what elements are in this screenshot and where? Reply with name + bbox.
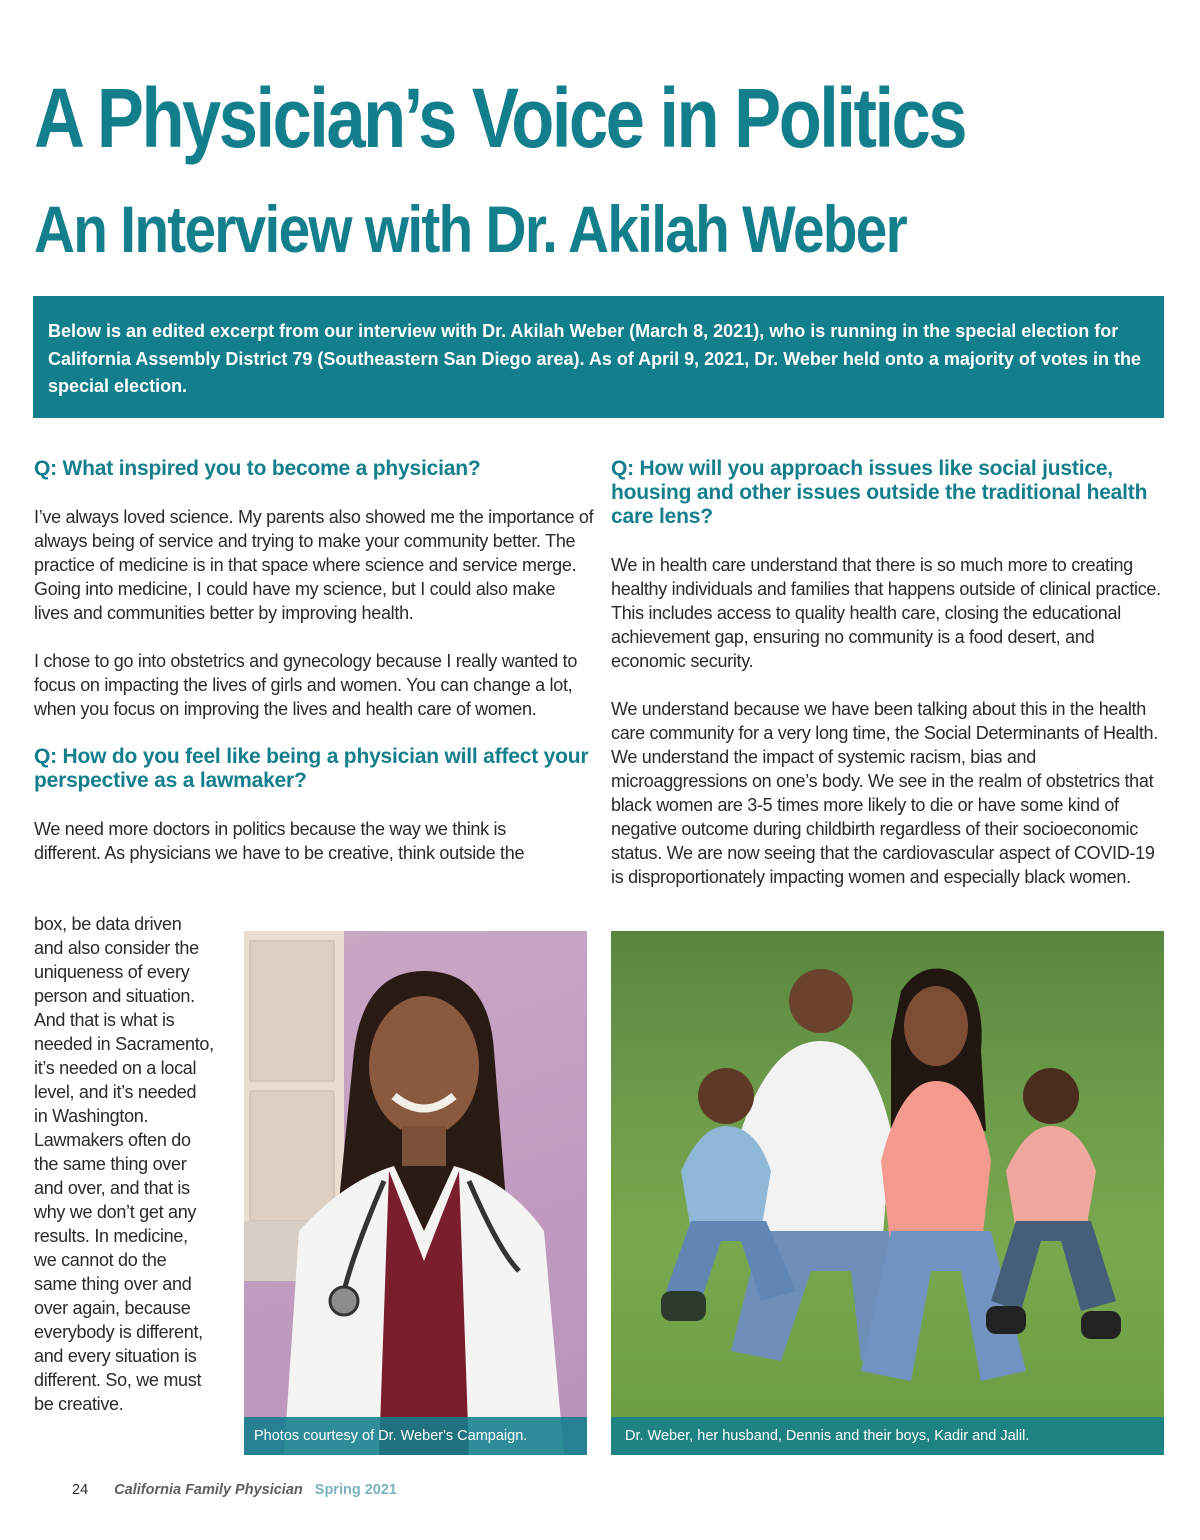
family-illustration — [611, 931, 1164, 1455]
article-subtitle: An Interview with Dr. Akilah Weber — [34, 192, 906, 266]
publication-name: California Family Physician — [114, 1482, 303, 1498]
text-line: and over, and that is — [34, 1178, 190, 1198]
text-line: we cannot do the — [34, 1250, 167, 1270]
text-line: needed in Sacramento, — [34, 1034, 214, 1054]
answer-1-paragraph-1: I’ve always loved science. My parents also showed me the importance of always being of service and trying to make your community better. The practice of medicine is in that space where science and service merge. Going into medicine, I could have my science, but I could also make lives and communities better by improving health. — [34, 507, 594, 623]
answer-1-paragraph-2: I chose to go into obstetrics and gynecology because I really wanted to focus on impacting the lives of girls and women. You can change a lot, when you focus on improving the lives and health care of women. — [34, 651, 578, 719]
answer-3-paragraph-1: We in health care understand that there is so much more to creating healthy individuals and families that happens outside of clinical practice. This includes access to quality health care, closing the educational achievement gap, ensuring no community is a food desert, and economic security. — [611, 555, 1161, 671]
question-2: Q: How do you feel like being a physician will affect your perspective as a lawmaker? — [34, 745, 589, 792]
text-line: the same thing over — [34, 1154, 187, 1174]
family-photo — [611, 931, 1164, 1455]
intro-text: Below is an edited excerpt from our interview with Dr. Akilah Weber (March 8, 2021), who is running in the special election for California Assembly District 79 (Southeastern San Diego area). As of April 9, 2021, Dr. Weber held onto a majority of votes in the special election. — [48, 321, 1141, 396]
answer-3-paragraph-2: We understand because we have been talking about this in the health care community for a very long time, the Social Determinants of Health. We understand the impact of systemic racism, bias and microaggressions on one’s body. We see in the realm of obstetrics that black women are 3-5 times more likely to die or have some kind of negative outcome during childbirth regardless of their socioeconomic status. We are now seeing that the cardiovascular aspect of COVID-19 is disproportionately impacting women and especially black women. — [611, 699, 1158, 887]
text-line: And that is what is — [34, 1010, 175, 1030]
text-line: over again, because — [34, 1298, 191, 1318]
question-1: Q: What inspired you to become a physician? — [34, 457, 481, 480]
text-line: everybody is different, — [34, 1322, 203, 1342]
text-line: and also consider the — [34, 938, 199, 958]
intro-box — [33, 296, 1164, 418]
text-line: and every situation is — [34, 1346, 197, 1366]
text-line: uniqueness of every — [34, 962, 190, 982]
left-column — [34, 457, 594, 889]
portrait-illustration — [244, 931, 587, 1455]
right-column — [611, 457, 1167, 913]
text-line: why we don’t get any — [34, 1202, 197, 1222]
question-3: Q: How will you approach issues like social justice, housing and other issues outside the traditional health care lens? — [611, 457, 1148, 528]
text-line: in Washington. — [34, 1106, 149, 1126]
answer-2-intro: We need more doctors in politics because the way we think is different. As physicians we have to be creative, think outside the — [34, 819, 525, 863]
text-line: person and situation. — [34, 986, 195, 1006]
text-line: it’s needed on a local — [34, 1058, 197, 1078]
text-line: different. So, we must — [34, 1370, 202, 1390]
text-line: level, and it’s needed — [34, 1082, 197, 1102]
portrait-photo — [244, 931, 587, 1455]
photo-caption: Dr. Weber, her husband, Dennis and their boys, Kadir and Jalil. — [611, 1417, 1164, 1455]
text-line: box, be data driven — [34, 914, 182, 934]
text-line: be creative. — [34, 1394, 124, 1414]
issue-label: Spring 2021 — [314, 1482, 397, 1498]
article-title: A Physician’s Voice in Politics — [34, 71, 965, 165]
page-footer — [72, 1482, 397, 1498]
text-line: same thing over and — [34, 1274, 192, 1294]
text-line: Lawmakers often do — [34, 1130, 191, 1150]
text-line: results. In medicine, — [34, 1226, 188, 1246]
answer-2-continued — [34, 912, 239, 1416]
page-number: 24 — [72, 1482, 89, 1498]
photo-caption: Photos courtesy of Dr. Weber's Campaign. — [244, 1417, 587, 1455]
